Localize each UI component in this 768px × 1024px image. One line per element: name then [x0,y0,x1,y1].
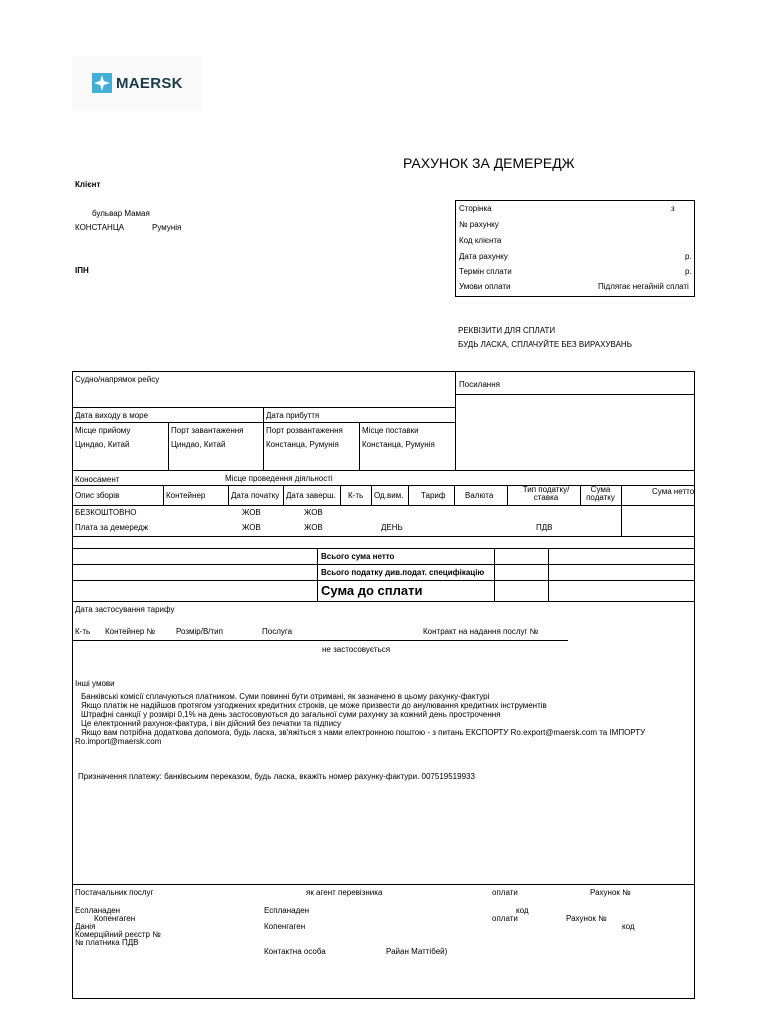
payment-details-note: БУДЬ ЛАСКА, СПЛАЧУЙТЕ БЕЗ ВИРАХУВАНЬ [458,340,632,349]
col-start: Дата початку [231,491,280,500]
col-unit: Од.вим. [374,491,404,500]
term-line-1: Банківські комісії сплачуються платником. Суми повинні бути отримані, як зазначено в цьому рахунку-фактурі [81,692,490,701]
tariff-contract: Контракт на надання послуг № [423,627,539,636]
row1-end: ЖОВ [304,508,323,517]
page-suffix: з [671,204,675,213]
client-address: бульвар Мамая [92,209,150,218]
not-applicable: не застосовується [322,645,391,654]
row2-unit: ДЕНЬ [381,523,403,532]
terms-label: Умови оплати [459,282,511,291]
col-end: Дата заверш. [286,491,336,500]
due-suffix: р. [685,267,692,276]
bill-label: Коносамент [75,475,120,484]
delivery-place-value: Констанца, Румунія [362,440,435,449]
row2-end: ЖОВ [304,523,323,532]
main-frame [72,371,695,999]
account-label: Рахунок № [590,888,631,897]
esplanaden-2: Еспланаден [264,906,310,915]
client-code-label: Код клієнта [459,236,502,245]
term-line-4: Це електронний рахунок-фактура, і він дійсний без печатки та підпису [81,719,342,728]
tariff-date-label: Дата застосування тарифу [75,605,175,614]
invoice-date-label: Дата рахунку [459,252,508,261]
other-terms-label: Інші умови [75,679,115,688]
discharge-port-value: Констанца, Румунія [266,440,339,449]
col-tax-sum: Сума податку [586,485,615,502]
term-line-3: Штрафні санкції у розмірі 0,1% на день застосовуються до загальної суми рахунку за кожний день прострочення [81,710,501,719]
col-net-sum: Сума нетто [652,487,695,496]
arrival-label: Дата прибуття [266,411,320,420]
row2-desc: Плата за демередж [75,523,149,532]
col-currency: Валюта [465,491,494,500]
amount-due-label: Сума до сплати [321,583,423,598]
document-title: РАХУНОК ЗА ДЕМЕРЕДЖ [403,155,575,171]
load-port-label: Порт завантаження [171,426,244,435]
load-port-value: Циндао, Китай [171,440,226,449]
tariff-qty: К-ть [75,627,91,636]
term-line-5: Якщо вам потрібна додаткова допомога, будь ласка, зв'яжіться з нами електронною поштою - з питань ЕКСПОРТУ Ro.export@maersk.com та ІМПОРТУ [81,728,646,737]
client-label: Клієнт [75,180,101,189]
page-label: Сторінка [459,204,492,213]
payment-2: оплати [492,914,518,923]
due-label: Термін сплати [459,267,512,276]
col-tax-type: Тип податку/ ставка [522,485,570,502]
payment-purpose: Призначення платежу: банківським переказом, будь ласка, вкажіть номер рахунку-фактури. 007519519933 [78,772,475,781]
esplanaden-1: Еспланаден [75,906,121,915]
total-tax-label: Всього податку див.подат. специфікацію [321,568,485,577]
receipt-place-value: Циндао, Китай [75,440,130,449]
tariff-size-type: Розмір/В/тип [176,627,223,636]
col-tariff: Тариф [421,491,446,500]
copenhagen-2: Копенгаген [264,922,306,931]
row2-start: ЖОВ [242,523,261,532]
tariff-container-no: Контейнер № [105,627,156,636]
logo-text: MAERSK [116,75,183,92]
term-line-6: Ro.import@maersk.com [75,737,162,746]
term-line-2: Якщо платіж не надійшов протягом узгоджених кредитних строків, це може призвести до анулювання кредитних інструментів [81,701,547,710]
denmark: Данія [75,922,96,931]
payment-details-title: РЕКВІЗИТИ ДЛЯ СПЛАТИ [458,326,556,335]
total-net-label: Всього сума нетто [321,552,395,561]
reference-label: Посилання [459,380,500,389]
vessel-label: Судно/напрямок рейсу [75,375,160,384]
receipt-place-label: Місце прийому [75,426,131,435]
invoice-no-label: № рахунку [459,220,499,229]
code-1: код [516,906,529,915]
contact-name: Райан Маттібей) [386,947,448,956]
vat-payer: № платника ПДВ [75,938,139,947]
invoice-date-suffix: р. [685,252,692,261]
maersk-star-icon [92,73,112,93]
discharge-port-label: Порт розвантаження [266,426,343,435]
code-2: код [622,922,635,931]
col-container: Контейнер [166,491,206,500]
supplier-label: Постачальник послуг [75,888,154,897]
col-qty: К-ть [348,491,364,500]
row2-tax: ПДВ [536,523,553,532]
ipn-label: ІПН [75,266,89,275]
commercial-register: Комерційний реєстр № [75,930,161,939]
departure-label: Дата виходу в море [75,411,149,420]
account-2: Рахунок № [566,914,607,923]
row1-start: ЖОВ [242,508,261,517]
contact-label: Контактна особа [264,947,326,956]
tariff-service: Послуга [262,627,293,636]
col-desc: Опис зборів [75,491,120,500]
activity-place-label: Місце проведення діяльності [225,474,333,483]
terms-value: Підлягає негайній сплаті [598,282,689,291]
payment-label: оплати [492,888,518,897]
agent-label: як агент перевізника [306,888,383,897]
copenhagen-1: Копенгаген [94,914,136,923]
logo [72,56,202,111]
delivery-place-label: Місце поставки [362,426,419,435]
client-city: КОНСТАНЦА [75,223,125,232]
client-country: Румунія [152,223,182,232]
row1-desc: БЕЗКОШТОВНО [75,508,137,517]
